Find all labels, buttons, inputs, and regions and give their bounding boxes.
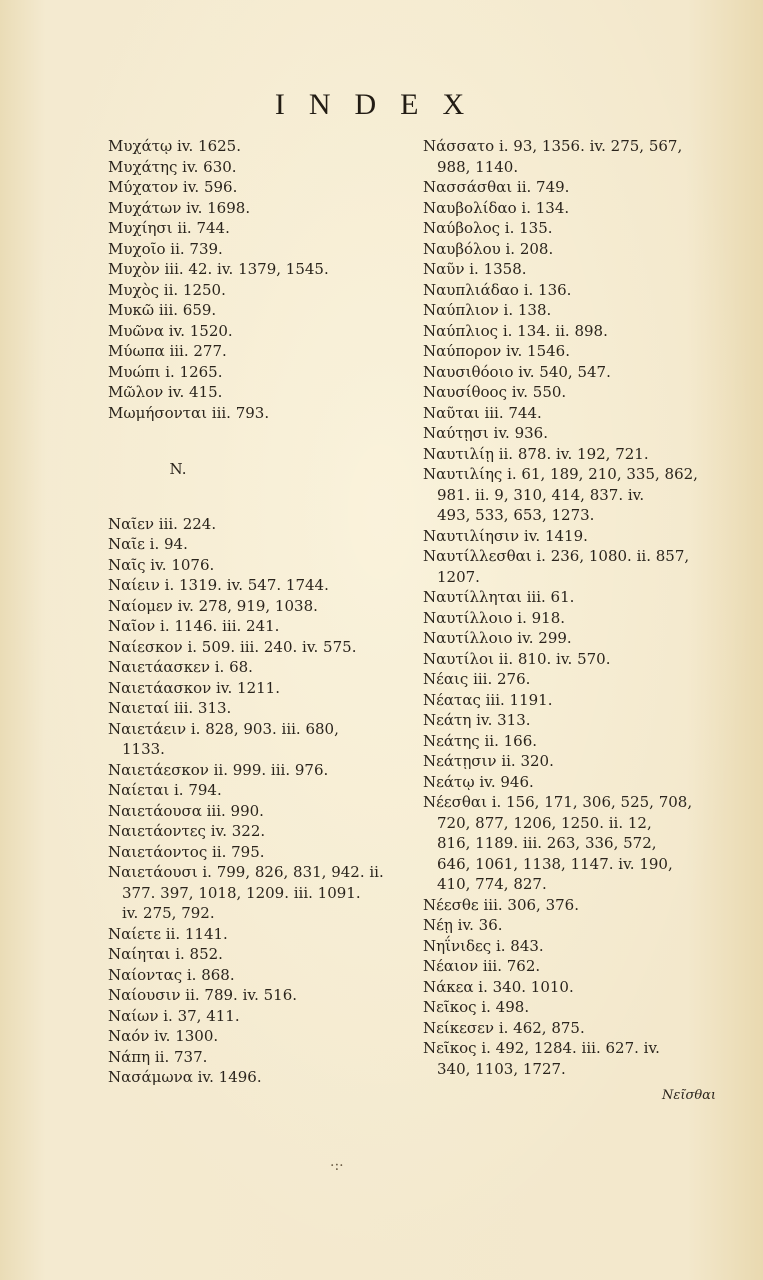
index-entry	[108, 300, 408, 321]
index-entry	[108, 259, 408, 280]
entry-line: Ναίεσκον i. 509. iii. 240. iv. 575.	[108, 637, 357, 656]
entry-line: Νείκεσεν i. 462, 875.	[423, 1018, 585, 1037]
entry-line: Ναύτῃσι iv. 936.	[423, 424, 548, 442]
index-entry	[423, 1038, 743, 1079]
index-entry	[108, 403, 408, 424]
entry-line: Νάπη ii. 737.	[108, 1047, 208, 1066]
index-entry	[108, 575, 408, 596]
index-entry	[423, 956, 743, 977]
entry-line: Ναύπορον iv. 1546.	[423, 342, 570, 360]
index-entry	[423, 341, 743, 362]
entry-line: Μυχὸς ii. 1250.	[108, 280, 226, 299]
entries-right-list	[423, 136, 743, 1079]
index-entry	[108, 985, 408, 1006]
index-entry	[108, 157, 408, 178]
entry-line: Νάκεα i. 340. 1010.	[423, 977, 574, 996]
entry-continuation: 1133.	[122, 740, 165, 758]
index-entry	[423, 526, 743, 547]
index-entry	[108, 341, 408, 362]
entry-continuation: 720, 877, 1206, 1250. ii. 12,	[437, 813, 652, 832]
index-entry	[423, 546, 743, 587]
entry-line: Ναυτίλοι ii. 810. iv. 570.	[423, 649, 611, 668]
entry-line: Ναιετάασκον iv. 1211.	[108, 678, 280, 697]
entry-line: Νηΐνιδες i. 843.	[423, 936, 544, 955]
entry-line: Ναίετε ii. 1141.	[108, 924, 228, 943]
entry-line: Ναυτίλλοιο iv. 299.	[423, 629, 572, 647]
entry-line: Ναύπλιον i. 138.	[423, 301, 552, 319]
entry-line: Μυῶνα iv. 1520.	[108, 321, 233, 340]
entry-continuation: iv. 275, 792.	[122, 904, 215, 922]
index-entry	[423, 751, 743, 772]
entry-line: Μυχάτων iv. 1698.	[108, 198, 251, 217]
entry-line: Ναῖε i. 94.	[108, 535, 188, 553]
index-entry	[423, 915, 743, 936]
page-header: INDEX	[274, 88, 489, 121]
entry-line: Ναυσίθοος iv. 550.	[423, 383, 567, 401]
left-column	[108, 136, 408, 1088]
entry-line: Ναιετάειν i. 828, 903. iii. 680,	[108, 719, 339, 738]
index-entry	[423, 977, 743, 998]
entry-line: Μωμήσονται iii. 793.	[108, 403, 270, 422]
entries-n-list	[108, 514, 408, 1088]
entry-line: Νάσσατο i. 93, 1356. iv. 275, 567,	[423, 137, 683, 155]
index-entry	[108, 965, 408, 986]
entry-line: Νέαιον iii. 762.	[423, 957, 541, 975]
index-entry	[108, 944, 408, 965]
entry-line: Νέεσθαι i. 156, 171, 306, 525, 708,	[423, 793, 693, 811]
entry-line: Ναυσιθόοιο iv. 540, 547.	[423, 362, 611, 381]
index-entry	[423, 710, 743, 731]
entry-line: Ναυτιλίησιν iv. 1419.	[423, 526, 588, 545]
index-entry	[423, 382, 743, 403]
index-entry	[108, 719, 408, 760]
index-entry	[108, 1026, 408, 1047]
index-entry	[108, 198, 408, 219]
entry-line: Νέατας iii. 1191.	[423, 690, 553, 709]
index-entry	[423, 239, 743, 260]
entry-line: Ναυτιλίης i. 61, 189, 210, 335, 862,	[423, 465, 698, 483]
index-entry	[108, 862, 408, 924]
entries-m-list	[108, 136, 408, 423]
index-entry	[423, 321, 743, 342]
index-entry	[108, 760, 408, 781]
entry-line: Ναιετάασκεν i. 68.	[108, 658, 253, 676]
index-entry	[423, 690, 743, 711]
index-entry	[108, 678, 408, 699]
index-entry	[108, 1047, 408, 1068]
index-entry	[423, 280, 743, 301]
entry-line: Ναόν iv. 1300.	[108, 1027, 219, 1045]
index-entry	[423, 444, 743, 465]
index-entry	[423, 997, 743, 1018]
entry-line: Ναῦται iii. 744.	[423, 403, 542, 422]
index-entry	[108, 821, 408, 842]
entry-continuation: 646, 1061, 1138, 1147. iv. 190,	[437, 854, 673, 873]
entry-line: Μυχάτης iv. 630.	[108, 157, 237, 176]
index-entry	[108, 657, 408, 678]
index-entry	[423, 731, 743, 752]
entry-continuation: 816, 1189. iii. 263, 336, 572,	[437, 834, 657, 852]
entry-line: Μυχὸν iii. 42. iv. 1379, 1545.	[108, 260, 329, 278]
entry-line: Ναυτίλληται iii. 61.	[423, 588, 575, 606]
entry-line: Νέῃ iv. 36.	[423, 916, 503, 934]
index-entry	[108, 321, 408, 342]
entry-continuation: 340, 1103, 1727.	[437, 1059, 566, 1078]
entry-line: Ναῦν i. 1358.	[423, 260, 527, 278]
index-entry	[108, 555, 408, 576]
entry-continuation: 981. ii. 9, 310, 414, 837. iv.	[437, 485, 645, 504]
index-entry	[108, 136, 408, 157]
entry-line: Μυχοῖο ii. 739.	[108, 239, 223, 258]
section-letter-n: N.	[169, 460, 187, 478]
entry-line: Μυχίησι ii. 744.	[108, 219, 230, 237]
entry-line: Ναύπλιος i. 134. ii. 898.	[423, 321, 608, 340]
entry-line: Μύωπα iii. 277.	[108, 342, 227, 360]
right-column	[423, 136, 743, 1079]
index-entry	[108, 801, 408, 822]
catchword: Νεῖσθαι	[662, 1088, 717, 1103]
entry-line: Νεάτῃσιν ii. 320.	[423, 752, 554, 770]
index-entry	[423, 587, 743, 608]
index-entry	[108, 780, 408, 801]
index-entry	[423, 792, 743, 895]
entry-line: Ναίηται i. 852.	[108, 945, 223, 963]
entry-line: Ναίων i. 37, 411.	[108, 1006, 240, 1025]
index-entry	[423, 198, 743, 219]
entry-continuation: 1207.	[437, 567, 480, 586]
index-entry	[108, 842, 408, 863]
index-entry	[108, 534, 408, 555]
index-entry	[423, 649, 743, 670]
entry-line: Ναιετάουσι i. 799, 826, 831, 942. ii.	[108, 863, 384, 881]
index-entry	[108, 280, 408, 301]
entry-line: Ναίεται i. 794.	[108, 781, 222, 799]
entry-line: Νεάτῳ iv. 946.	[423, 772, 534, 791]
index-entry	[108, 177, 408, 198]
index-entry	[423, 136, 743, 177]
index-entry	[423, 772, 743, 793]
index-entry	[108, 616, 408, 637]
entry-line: Νέαις iii. 276.	[423, 670, 531, 688]
page-mark: ·:·	[330, 1158, 344, 1174]
index-entry	[423, 669, 743, 690]
entry-line: Ναυτιλίῃ ii. 878. iv. 192, 721.	[423, 444, 649, 463]
entry-line: Μυώπι i. 1265.	[108, 362, 223, 381]
entry-line: Ναιετάοντος ii. 795.	[108, 842, 265, 861]
index-entry	[423, 362, 743, 383]
index-entry	[423, 628, 743, 649]
entry-line: Ναύβολος i. 135.	[423, 219, 553, 237]
entry-line: Μυκῶ iii. 659.	[108, 301, 217, 319]
entry-line: Νασάμωνα iv. 1496.	[108, 1068, 262, 1086]
index-entry	[108, 637, 408, 658]
entry-line: Ναιετάοντες iv. 322.	[108, 822, 266, 840]
index-entry	[423, 464, 743, 526]
entry-continuation: 410, 774, 827.	[437, 875, 547, 893]
entry-line: Νεάτη iv. 313.	[423, 711, 531, 729]
index-entry	[108, 382, 408, 403]
entry-line: Νασσάσθαι ii. 749.	[423, 178, 570, 196]
index-entry	[423, 1018, 743, 1039]
index-entry	[108, 596, 408, 617]
index-entry	[423, 608, 743, 629]
index-entry	[423, 218, 743, 239]
entry-line: Ναυτίλλοιο i. 918.	[423, 608, 566, 627]
entry-line: Ναίοντας i. 868.	[108, 965, 235, 984]
entry-line: Νεάτης ii. 166.	[423, 731, 538, 750]
index-entry	[423, 177, 743, 198]
entry-line: Νεῖκος i. 498.	[423, 998, 530, 1016]
entry-line: Νέεσθε iii. 306, 376.	[423, 895, 579, 914]
entry-line: Ναίειν i. 1319. iv. 547. 1744.	[108, 576, 329, 594]
index-entry	[423, 936, 743, 957]
entry-continuation: 377. 397, 1018, 1209. iii. 1091.	[122, 883, 361, 902]
index-entry	[108, 1006, 408, 1027]
entry-line: Ναίουσιν ii. 789. iv. 516.	[108, 986, 298, 1004]
index-entry	[423, 259, 743, 280]
entry-line: Ναυβολίδαο i. 134.	[423, 198, 570, 217]
index-entry	[108, 239, 408, 260]
index-entry	[423, 403, 743, 424]
entry-line: Ναῖον i. 1146. iii. 241.	[108, 617, 280, 635]
entry-line: Μῶλον iv. 415.	[108, 383, 223, 401]
entry-continuation: 493, 533, 653, 1273.	[437, 506, 595, 524]
index-entry	[108, 924, 408, 945]
index-entry	[108, 514, 408, 535]
index-entry	[423, 895, 743, 916]
entry-line: Ναυβόλου i. 208.	[423, 239, 554, 258]
entry-line: Ναιεταί iii. 313.	[108, 699, 232, 717]
index-entry	[108, 698, 408, 719]
entry-line: Ναῖς iv. 1076.	[108, 555, 215, 574]
entry-line: Ναίομεν iv. 278, 919, 1038.	[108, 596, 318, 615]
entry-continuation: 988, 1140.	[437, 157, 519, 176]
entry-line: Ναυτίλλεσθαι i. 236, 1080. ii. 857,	[423, 547, 690, 565]
entry-line: Ναῖεν iii. 224.	[108, 514, 217, 533]
entry-line: Μύχατον iv. 596.	[108, 178, 238, 196]
index-entry	[423, 423, 743, 444]
entry-line: Ναιετάουσα iii. 990.	[108, 801, 264, 820]
index-entry	[108, 362, 408, 383]
entry-line: Νεῖκος i. 492, 1284. iii. 627. iv.	[423, 1039, 660, 1057]
entry-line: Ναιετάεσκον ii. 999. iii. 976.	[108, 760, 329, 779]
index-entry	[108, 1067, 408, 1088]
entry-line: Ναυπλιάδαο i. 136.	[423, 280, 572, 299]
entry-line: Μυχάτῳ iv. 1625.	[108, 137, 241, 155]
index-entry	[108, 218, 408, 239]
index-entry	[423, 300, 743, 321]
